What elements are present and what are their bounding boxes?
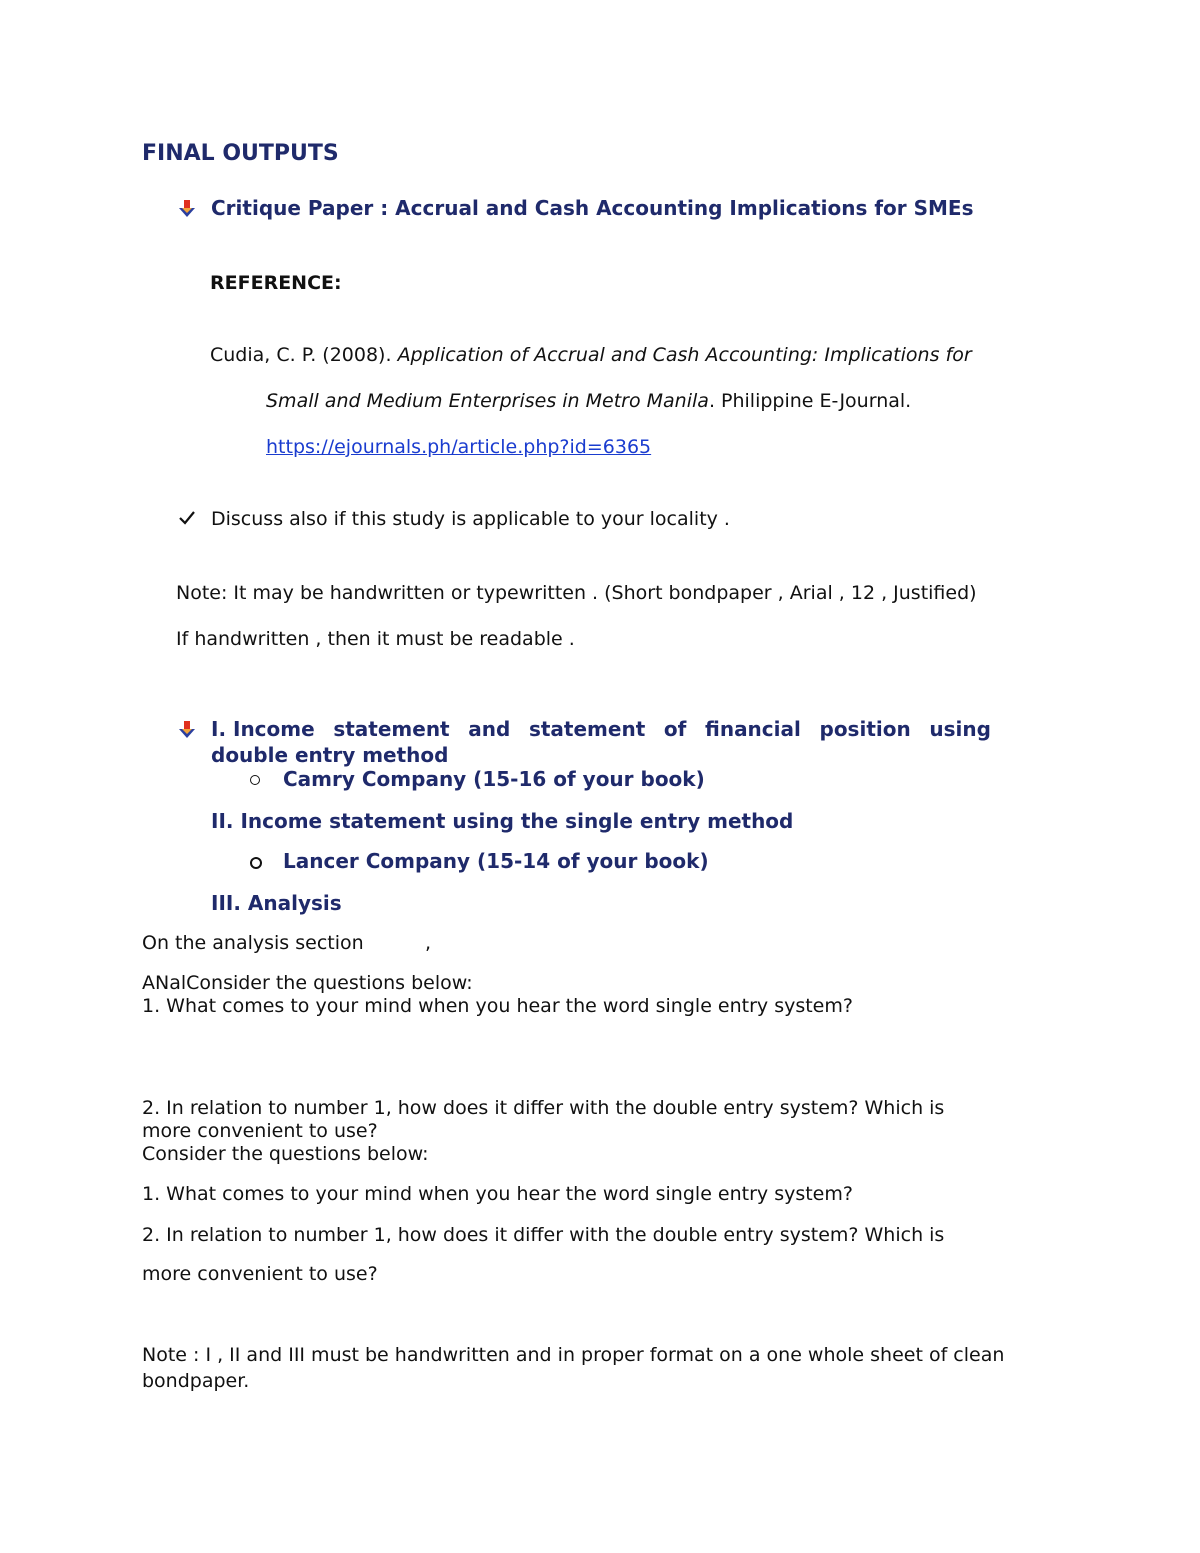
citation-author: Cudia, C. P. (2008). [210,344,398,366]
analysis-question-1: 1. What comes to your mind when you hear the word single entry system? [142,995,853,1017]
circle-bullet-icon [250,857,262,869]
section-ii-heading: II. Income statement using the single entry method [211,809,794,833]
section-i-word: statement [528,717,646,741]
citation-line-2 [266,390,911,412]
citation-title-part-2: Small and Medium Enterprises in Metro Manila [266,390,709,412]
citation-title-part-1: Application of Accrual and Cash Accounting: Implications for [397,344,972,366]
citation-journal: . Philippine E-Journal. [708,390,912,412]
down-arrow-bullet-icon [177,720,197,740]
note-readable: If handwritten , then it must be readable . [176,628,575,650]
critique-paper-label: Critique Paper : Accrual and Cash Accounting Implications for SMEs [211,196,974,220]
final-note-line-1: Note : I , II and III must be handwritten and in proper format on a one whole sheet of clean [142,1344,1005,1366]
section-i-word: using [929,717,991,741]
section-i-sub-item: Camry Company (15-16 of your book) [283,767,705,791]
checkmark-icon [178,509,196,527]
analysis-repeat-question-2-line-1: 2. In relation to number 1, how does it differ with the double entry system? Which is [142,1224,945,1246]
section-i-heading-line-2: double entry method [211,743,449,767]
check-item-text: Discuss also if this study is applicable to your locality . [211,508,730,530]
section-i-word: position [819,717,911,741]
note-format: Note: It may be handwritten or typewritten . (Short bondpaper , Arial , 12 , Justified) [176,582,977,604]
section-i-heading-line-1 [211,717,991,741]
final-note-line-2: bondpaper. [142,1370,250,1392]
section-i-word: of [663,717,687,741]
page-title: FINAL OUTPUTS [142,141,339,166]
analysis-lead: ANalConsider the questions below: [142,972,473,994]
analysis-repeat-question-1: 1. What comes to your mind when you hear the word single entry system? [142,1183,853,1205]
section-ii-sub-item: Lancer Company (15-14 of your book) [283,849,709,873]
down-arrow-bullet-icon [177,199,197,219]
analysis-question-2-line-2: more convenient to use? [142,1120,378,1142]
section-i-word: financial [705,717,801,741]
analysis-question-2-line-1: 2. In relation to number 1, how does it differ with the double entry system? Which is [142,1097,945,1119]
citation-link[interactable]: https://ejournals.ph/article.php?id=6365 [266,436,652,458]
analysis-intro: On the analysis section [142,932,364,954]
section-i-word: I. Income [211,717,315,741]
section-iii-heading: III. Analysis [211,891,342,915]
analysis-intro-comma: , [425,932,432,954]
section-i-word: and [468,717,511,741]
analysis-repeat-question-2-line-2: more convenient to use? [142,1263,378,1285]
section-i-word: statement [333,717,450,741]
analysis-repeat-lead: Consider the questions below: [142,1143,429,1165]
reference-label: REFERENCE: [210,272,342,294]
circle-bullet-icon [250,775,260,785]
citation-line-1 [210,344,972,366]
